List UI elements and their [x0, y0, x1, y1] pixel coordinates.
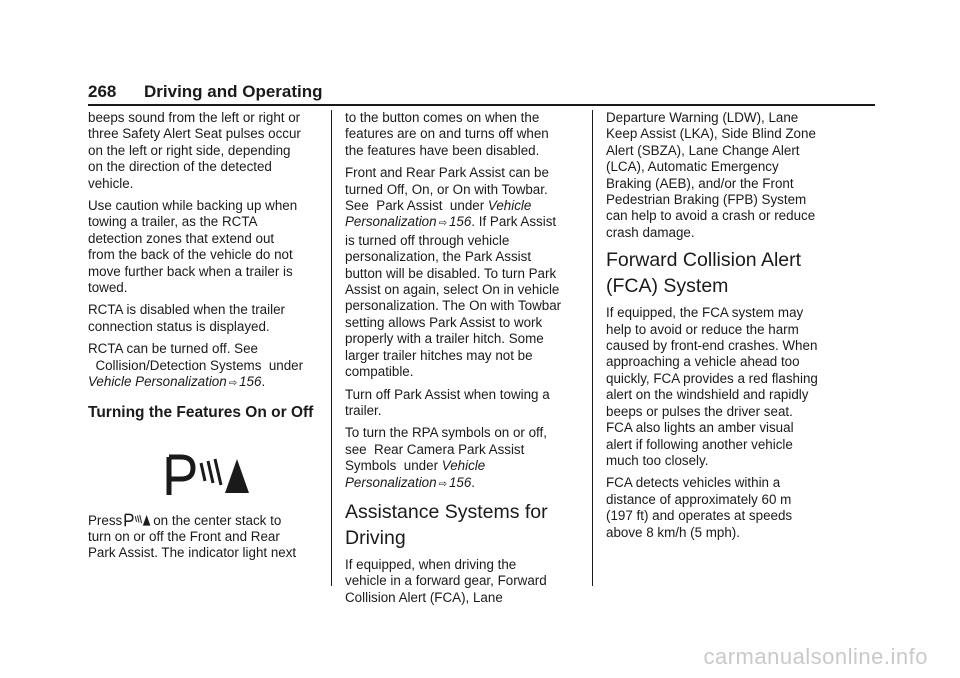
text-line: turned Off, On, or On with Towbar. [345, 181, 548, 197]
paragraph [606, 110, 876, 241]
paragraph [606, 305, 876, 469]
text-line: vehicle in a forward gear, Forward [345, 573, 547, 589]
heading-line: (FCA) System [606, 275, 729, 298]
text-line: alert if following another vehicle [606, 436, 793, 452]
text-line: to the button comes on when the [345, 110, 540, 125]
text-line: vehicle. [88, 175, 134, 191]
text-line: quickly, FCA provides a red flashing [606, 370, 818, 386]
text-line: Collision Alert (FCA), Lane [345, 589, 503, 605]
watermark: carmanualsonline.info [703, 644, 928, 669]
paragraph [345, 387, 585, 420]
page-ref: 156 [448, 214, 472, 230]
section-heading: Turning the Features On or Off [88, 403, 314, 421]
text-line: can help to avoid a crash or reduce [606, 208, 816, 224]
page-ref: 156 [239, 374, 262, 390]
text-line: Use caution while backing up when [88, 198, 298, 214]
link-vehicle-personalization[interactable] [345, 475, 585, 493]
text-line: on the direction of the detected [88, 159, 272, 175]
heading-line: Forward Collision Alert [606, 249, 802, 272]
paragraph [88, 341, 324, 392]
paragraph [88, 513, 324, 562]
text-line: much too closely. [606, 452, 709, 468]
link-rear-camera-park-assist[interactable]: see Rear Camera Park Assist [345, 441, 525, 457]
paragraph [345, 165, 585, 380]
column-1 [88, 110, 324, 568]
text-line: (LCA), Automatic Emergency [606, 159, 779, 175]
text-line: move further back when a trailer is [88, 263, 293, 279]
column-2 [345, 110, 585, 612]
text-fragment: See Park Assist under [345, 198, 485, 214]
paragraph [345, 110, 585, 159]
text-line: personalization. The On with Towbar [345, 298, 562, 314]
text-line: Alert (SBZA), Lane Change Alert [606, 142, 800, 158]
text-fragment: Symbols under [345, 458, 439, 474]
text-line: crash damage. [606, 224, 695, 240]
text-fragment: . [471, 474, 476, 490]
paragraph [88, 302, 324, 335]
link-park-assist[interactable] [345, 198, 585, 214]
text-line: above 8 km/h (5 mph). [606, 524, 740, 540]
page-ref: 156 [448, 474, 472, 490]
link-text: Vehicle Personalization [88, 374, 227, 390]
text-line: If equipped, the FCA system may [606, 305, 804, 321]
text-line: is turned off through vehicle [345, 232, 510, 248]
text-line: Front and Rear Park Assist can be [345, 165, 549, 181]
link-vehicle-personalization[interactable] [88, 374, 324, 392]
link-text: Personalization [345, 214, 437, 230]
heading-line: Driving [345, 526, 406, 549]
text-line: on the left or right side, depending [88, 142, 291, 158]
text-line: Departure Warning (LDW), Lane [606, 110, 799, 125]
text-line: three Safety Alert Seat pulses occur [88, 126, 301, 142]
text-line: trailer. [345, 402, 382, 418]
link-text: Vehicle [487, 198, 532, 214]
link-text: Personalization [345, 474, 437, 490]
section-title: Driving and Operating [144, 82, 323, 101]
text-line: beeps or pulses the driver seat. [606, 403, 793, 419]
heading-line: Assistance Systems for [345, 500, 548, 523]
text-line: features are on and turns off when [345, 126, 549, 142]
text-line: beeps sound from the left or right or [88, 110, 301, 125]
text-line: towing a trailer, as the RCTA [88, 214, 258, 230]
text-line: Braking (AEB), and/or the Front [606, 175, 794, 191]
header-rule [88, 104, 875, 106]
text-line [88, 513, 324, 529]
column-divider-1 [331, 110, 332, 586]
text-line: To turn the RPA symbols on or off, [345, 425, 547, 441]
page-header [88, 82, 323, 102]
arrow-right-icon: ⇨ [228, 378, 238, 390]
text-line: If equipped, when driving the [345, 556, 517, 572]
text-line: FCA also lights an amber visual [606, 420, 794, 436]
text-line: turn on or off the Front and Rear [88, 528, 280, 544]
text-line: caused by front-end crashes. When [606, 338, 818, 354]
text-line: connection status is displayed. [88, 318, 270, 334]
section-heading [345, 499, 585, 551]
link-text: Vehicle [441, 458, 486, 474]
column-divider-2 [592, 110, 593, 586]
text-line: the features have been disabled. [345, 142, 540, 158]
text-line: (197 ft) and operates at speeds [606, 508, 793, 524]
paragraph [606, 475, 876, 541]
text-line [345, 458, 585, 474]
link-vehicle-personalization[interactable] [345, 214, 585, 232]
text-line: towed. [88, 280, 128, 296]
text-line: compatible. [345, 364, 414, 380]
text-line: RCTA can be turned off. See [88, 341, 258, 357]
link-collision-detection[interactable]: Collision/Detection Systems under [88, 357, 304, 373]
text-line: distance of approximately 60 m [606, 491, 792, 507]
text-line: Keep Assist (LKA), Side Blind Zone [606, 126, 816, 142]
column-3 [606, 110, 876, 547]
text-line: RCTA is disabled when the trailer [88, 302, 285, 318]
park-assist-icon [165, 453, 251, 497]
park-assist-icon [124, 513, 151, 527]
text-line: Turn off Park Assist when towing a [345, 386, 550, 402]
text-line: larger trailer hitches may not be [345, 347, 533, 363]
text-line: alert on the windshield and rapidly [606, 387, 809, 403]
text-line: help to avoid or reduce the harm [606, 321, 799, 337]
text-line: Pedestrian Braking (FPB) System [606, 192, 807, 208]
paragraph [345, 557, 585, 606]
text-fragment: . [261, 374, 266, 390]
text-line: Park Assist. The indicator light next [88, 545, 297, 561]
section-heading [606, 247, 876, 299]
text-line: personalization, the Park Assist [345, 249, 532, 265]
text-line: FCA detects vehicles within a [606, 475, 781, 491]
text-line: approaching a vehicle ahead too [606, 354, 800, 370]
paragraph [88, 110, 324, 192]
page-number: 268 [88, 82, 117, 101]
text-line: from the back of the vehicle do not [88, 247, 293, 263]
arrow-right-icon: ⇨ [438, 478, 447, 490]
paragraph [345, 425, 585, 493]
text-line: Assist on again, select On in vehicle [345, 282, 560, 298]
text-fragment: Press [88, 512, 123, 528]
paragraph [88, 198, 324, 296]
text-fragment: on the center stack to [153, 512, 282, 528]
text-fragment: . If Park Assist [471, 214, 557, 230]
arrow-right-icon: ⇨ [438, 218, 447, 230]
text-line: detection zones that extend out [88, 230, 275, 246]
text-line: button will be disabled. To turn Park [345, 265, 557, 281]
text-line: setting allows Park Assist to work [345, 314, 543, 330]
text-line: properly with a trailer hitch. Some [345, 331, 544, 347]
